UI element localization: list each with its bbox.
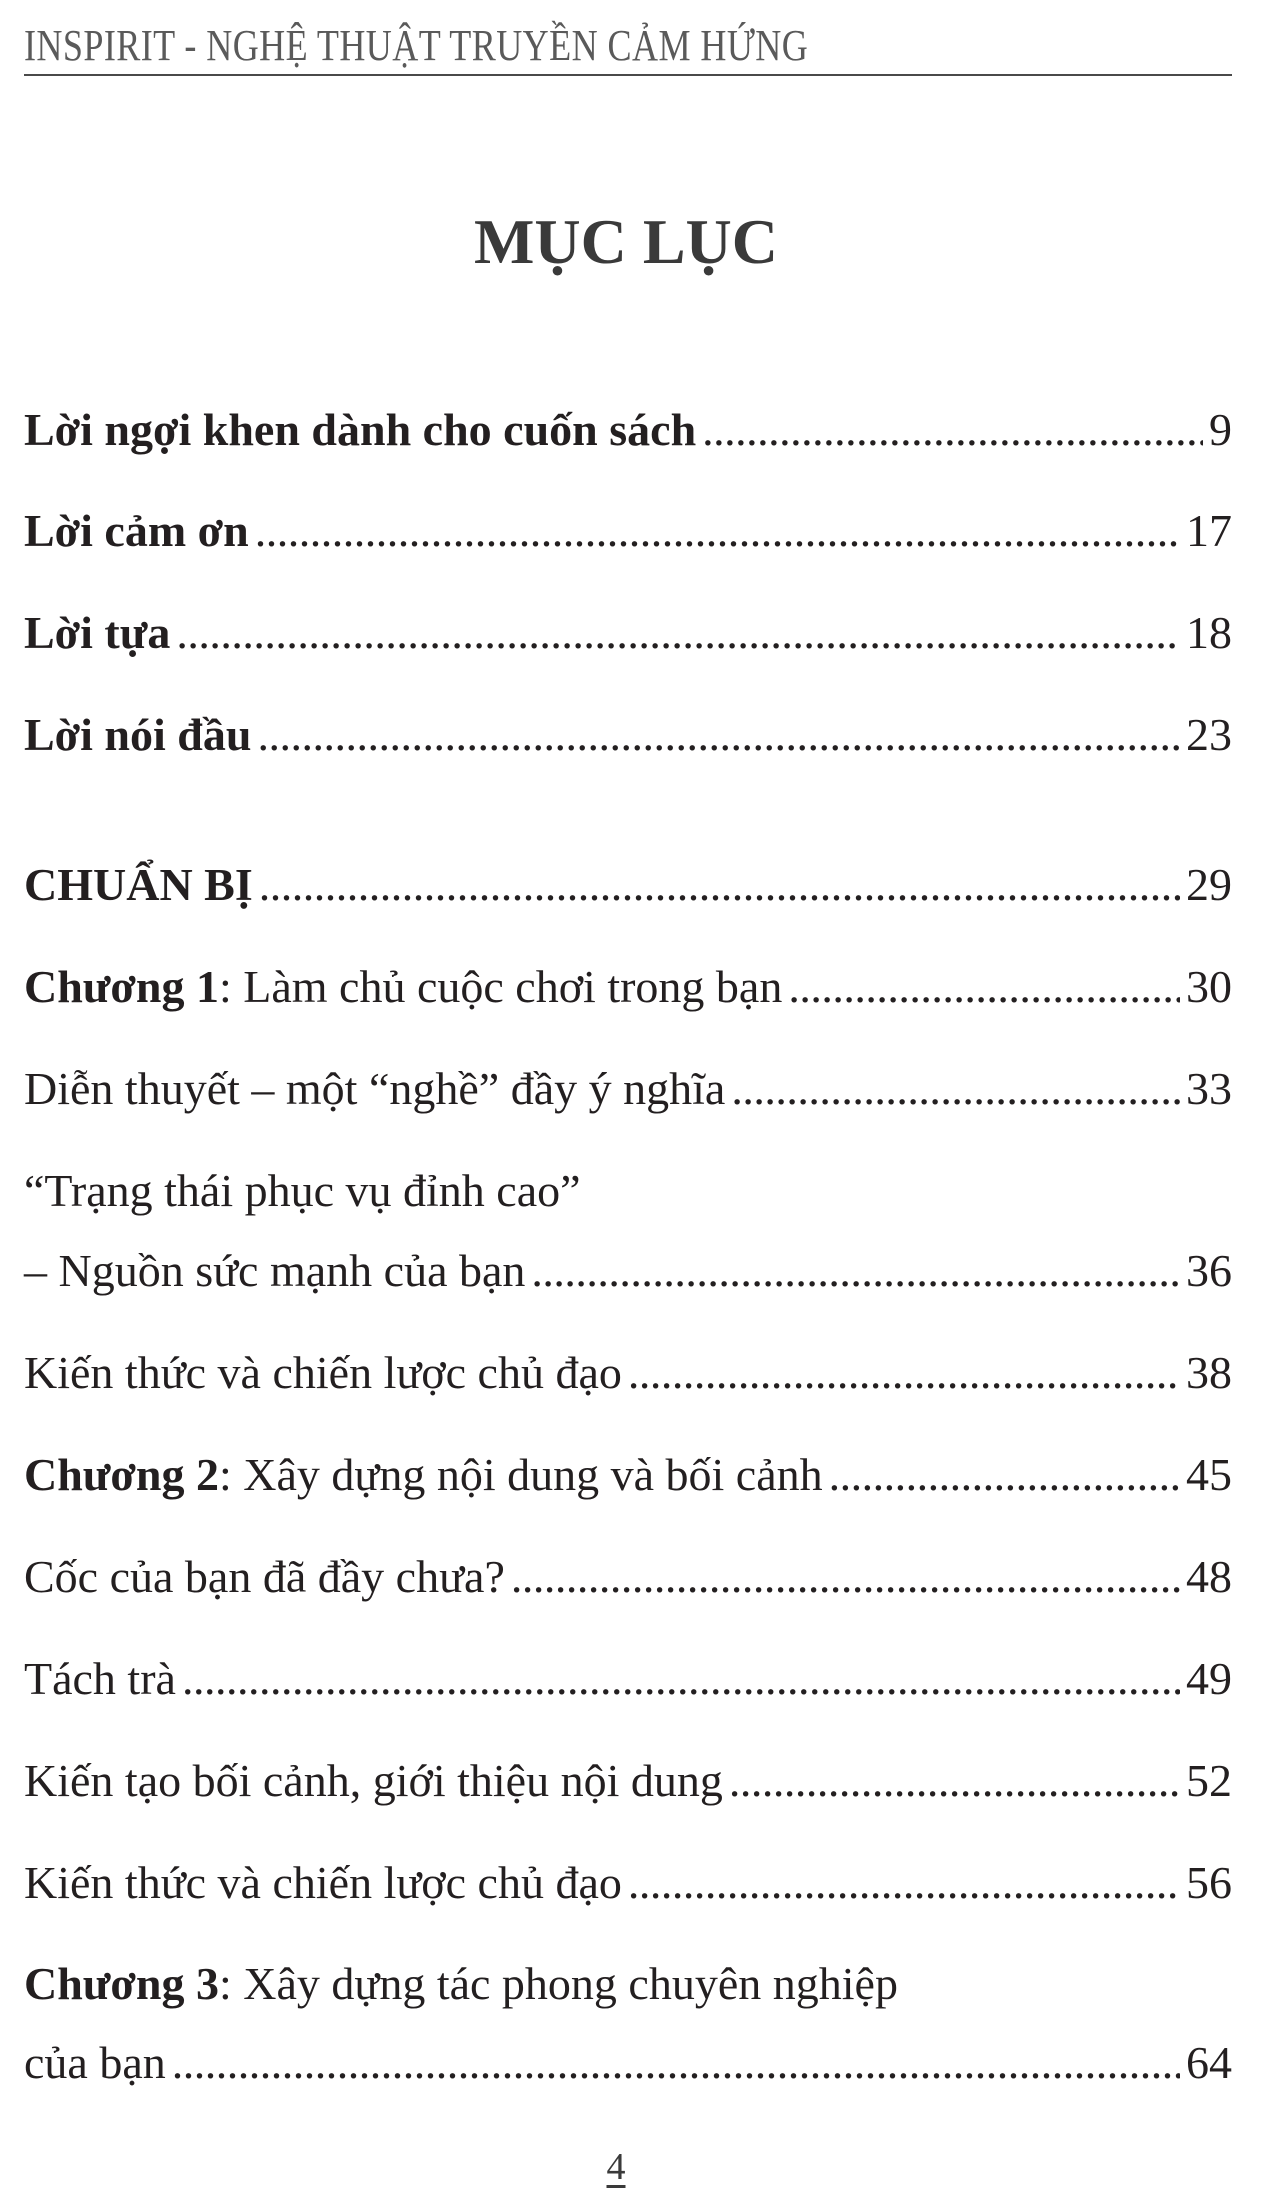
toc-entry-line-one: “Trạng thái phục vụ đỉnh cao” (24, 1165, 581, 1216)
dot-leader (255, 503, 1180, 559)
toc-entry[interactable] (24, 402, 1232, 458)
toc-entry-line-one (24, 1956, 898, 2012)
toc-entry-page: 33 (1186, 1063, 1232, 1114)
toc-entry[interactable] (24, 1243, 1232, 1299)
chapter-label: Chương 2 (24, 1449, 219, 1500)
toc-entry[interactable] (24, 1345, 1232, 1401)
dot-leader (702, 402, 1203, 458)
toc-entry-page: 30 (1186, 961, 1232, 1012)
chapter-title-line: : Xây dựng tác phong chuyên nghiệp (218, 1958, 898, 2009)
toc-entry[interactable] (24, 1753, 1232, 1809)
toc-entry-title: Kiến thức và chiến lược chủ đạo (24, 1857, 622, 1908)
toc-entry[interactable] (24, 605, 1232, 661)
toc-entry-title: – Nguồn sức mạnh của bạn (24, 1245, 526, 1296)
toc-entry-page: 9 (1209, 404, 1232, 455)
toc-entry-title: của bạn (24, 2037, 166, 2088)
toc-entry-page: 38 (1186, 1347, 1232, 1398)
toc-entry-title: Lời nói đầu (24, 709, 252, 760)
toc-entry-page: 17 (1186, 505, 1232, 556)
toc-entry-page: 29 (1186, 859, 1232, 910)
toc-entry-title: Cốc của bạn đã đầy chưa? (24, 1551, 505, 1602)
toc-entry-title: Kiến tạo bối cảnh, giới thiệu nội dung (24, 1755, 723, 1806)
toc-entry-title: Lời ngợi khen dành cho cuốn sách (24, 404, 697, 455)
toc-entry-title: : Xây dựng nội dung và bối cảnh (218, 1449, 823, 1500)
dot-leader (172, 2035, 1180, 2091)
dot-leader (628, 1855, 1180, 1911)
toc-entry-page: 45 (1186, 1449, 1232, 1500)
toc-entry-page: 56 (1186, 1857, 1232, 1908)
dot-leader (259, 857, 1180, 913)
toc-entry[interactable] (24, 1855, 1232, 1911)
toc-entry-page: 49 (1186, 1653, 1232, 1704)
running-header-text: INSPIRIT - NGHỆ THUẬT TRUYỀN CẢM HỨNG (24, 21, 809, 70)
page-footer (0, 2145, 1232, 2189)
toc-entry-chapter[interactable] (24, 1447, 1232, 1503)
toc-entry-page: 18 (1186, 607, 1232, 658)
chapter-label: Chương 1 (24, 961, 219, 1012)
running-header (24, 16, 1232, 76)
toc-entry-title: Lời cảm ơn (24, 505, 249, 556)
toc-entry[interactable] (24, 707, 1232, 763)
toc-entry-chapter[interactable] (24, 959, 1232, 1015)
toc-entry-title: Kiến thức và chiến lược chủ đạo (24, 1347, 622, 1398)
toc-entry[interactable] (24, 1651, 1232, 1707)
toc-entry[interactable] (24, 1549, 1232, 1605)
dot-leader (531, 1243, 1180, 1299)
toc-entry-title: Tách trà (24, 1653, 176, 1704)
dot-leader (176, 605, 1180, 661)
dot-leader (731, 1061, 1180, 1117)
toc-entry-page: 52 (1186, 1755, 1232, 1806)
toc-entry[interactable] (24, 1061, 1232, 1117)
dot-leader (829, 1447, 1180, 1503)
dot-leader (257, 707, 1180, 763)
dot-leader (628, 1345, 1180, 1401)
dot-leader (788, 959, 1180, 1015)
toc-entry-title: CHUẨN BỊ (24, 859, 253, 910)
toc-entry-page: 36 (1186, 1245, 1232, 1296)
dot-leader (729, 1753, 1180, 1809)
toc-entry-part[interactable] (24, 857, 1232, 913)
toc-entry-page: 64 (1186, 2037, 1232, 2088)
toc-entry-page: 23 (1186, 709, 1232, 760)
page-title: MỤC LỤC (474, 206, 778, 277)
toc-entry-title: : Làm chủ cuộc chơi trong bạn (218, 961, 783, 1012)
chapter-label: Chương 3 (24, 1958, 219, 2009)
page-number: 4 (606, 2146, 626, 2188)
toc-entry-title: Lời tựa (24, 607, 171, 658)
toc-entry-title: Diễn thuyết – một “nghề” đầy ý nghĩa (24, 1063, 726, 1114)
toc-entry-chapter[interactable] (24, 2035, 1232, 2091)
dot-leader (511, 1549, 1180, 1605)
dot-leader (182, 1651, 1180, 1707)
toc-entry[interactable] (24, 503, 1232, 559)
toc-entry-page: 48 (1186, 1551, 1232, 1602)
